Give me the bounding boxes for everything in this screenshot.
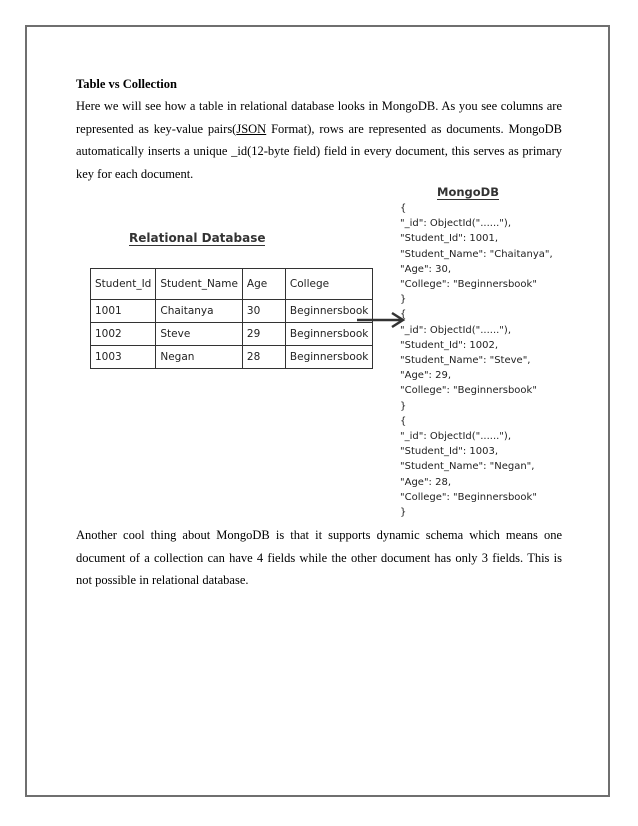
mongodb-line: "College": "Beginnersbook"	[400, 491, 537, 503]
mongodb-line: "Age": 28,	[400, 476, 451, 488]
table-row	[91, 300, 373, 323]
json-link[interactable]: JSON	[236, 121, 267, 136]
mongodb-documents	[400, 201, 553, 520]
mongodb-title: MongoDB	[437, 185, 499, 199]
table-cell: 30	[242, 300, 285, 323]
table-vs-collection-figure	[76, 183, 576, 518]
mongodb-line: {	[400, 203, 407, 214]
column-header: College	[285, 269, 372, 300]
column-header: Student_Id	[91, 269, 156, 300]
mongodb-line: "Age": 30,	[400, 263, 451, 275]
intro-text-1: Here we will see how a table in relational database looks in MongoDB. As you see columns are represented as key-value pairs(	[76, 99, 562, 136]
table-row	[91, 346, 373, 369]
arrow-right-icon	[356, 310, 406, 330]
table-cell: Chaitanya	[156, 300, 243, 323]
mongodb-line: "Student_Id": 1002,	[400, 339, 499, 351]
mongodb-line: }	[400, 400, 407, 412]
mongodb-line: "College": "Beginnersbook"	[400, 385, 537, 397]
table-header-row	[91, 269, 373, 300]
mongodb-line: "Student_Id": 1001,	[400, 233, 499, 245]
table-cell: 29	[242, 323, 285, 346]
table-cell: 1001	[91, 300, 156, 323]
mongodb-line: "Student_Name": "Chaitanya",	[400, 248, 553, 260]
mongodb-line: "Student_Name": "Negan",	[400, 461, 535, 473]
mongodb-line: "_id": ObjectId("......"),	[400, 431, 511, 443]
table-cell: 1002	[91, 323, 156, 346]
table-cell: Negan	[156, 346, 243, 369]
table-cell: Beginnersbook	[285, 346, 372, 369]
outro-block	[76, 524, 562, 592]
column-header: Age	[242, 269, 285, 300]
document-body	[76, 73, 562, 185]
section-heading: Table vs Collection	[76, 77, 177, 91]
table-cell: Steve	[156, 323, 243, 346]
table-cell: Beginnersbook	[285, 323, 372, 346]
table-cell: Beginnersbook	[285, 300, 372, 323]
outro-paragraph: Another cool thing about MongoDB is that it supports dynamic schema which means one document of a collection can have 4 fields while the other document has only 3 fields. This is not possible in relational database.	[76, 528, 562, 587]
column-header: Student_Name	[156, 269, 243, 300]
mongodb-line: "_id": ObjectId("......"),	[400, 324, 511, 336]
mongodb-line: }	[400, 507, 407, 519]
mongodb-line: "Student_Id": 1003,	[400, 446, 499, 458]
table-cell: 28	[242, 346, 285, 369]
mongodb-line: {	[400, 415, 407, 427]
intro-text-2: Format), rows are represented as documents. MongoDB automatically inserts a unique _id(12-byte field) field in every document, this serves as primary key for each document.	[76, 121, 562, 181]
mongodb-line: {	[400, 309, 407, 321]
relational-title: Relational Database	[129, 231, 266, 245]
intro-paragraph	[76, 95, 562, 185]
table-row	[91, 323, 373, 346]
mongodb-line: "College": "Beginnersbook"	[400, 279, 537, 291]
mongodb-line: }	[400, 294, 407, 306]
mongodb-line: "Student_Name": "Steve",	[400, 355, 531, 367]
table-cell: 1003	[91, 346, 156, 369]
mongodb-line: "_id": ObjectId("......"),	[400, 218, 511, 230]
relational-table	[90, 268, 373, 369]
mongodb-line: "Age": 29,	[400, 370, 451, 382]
